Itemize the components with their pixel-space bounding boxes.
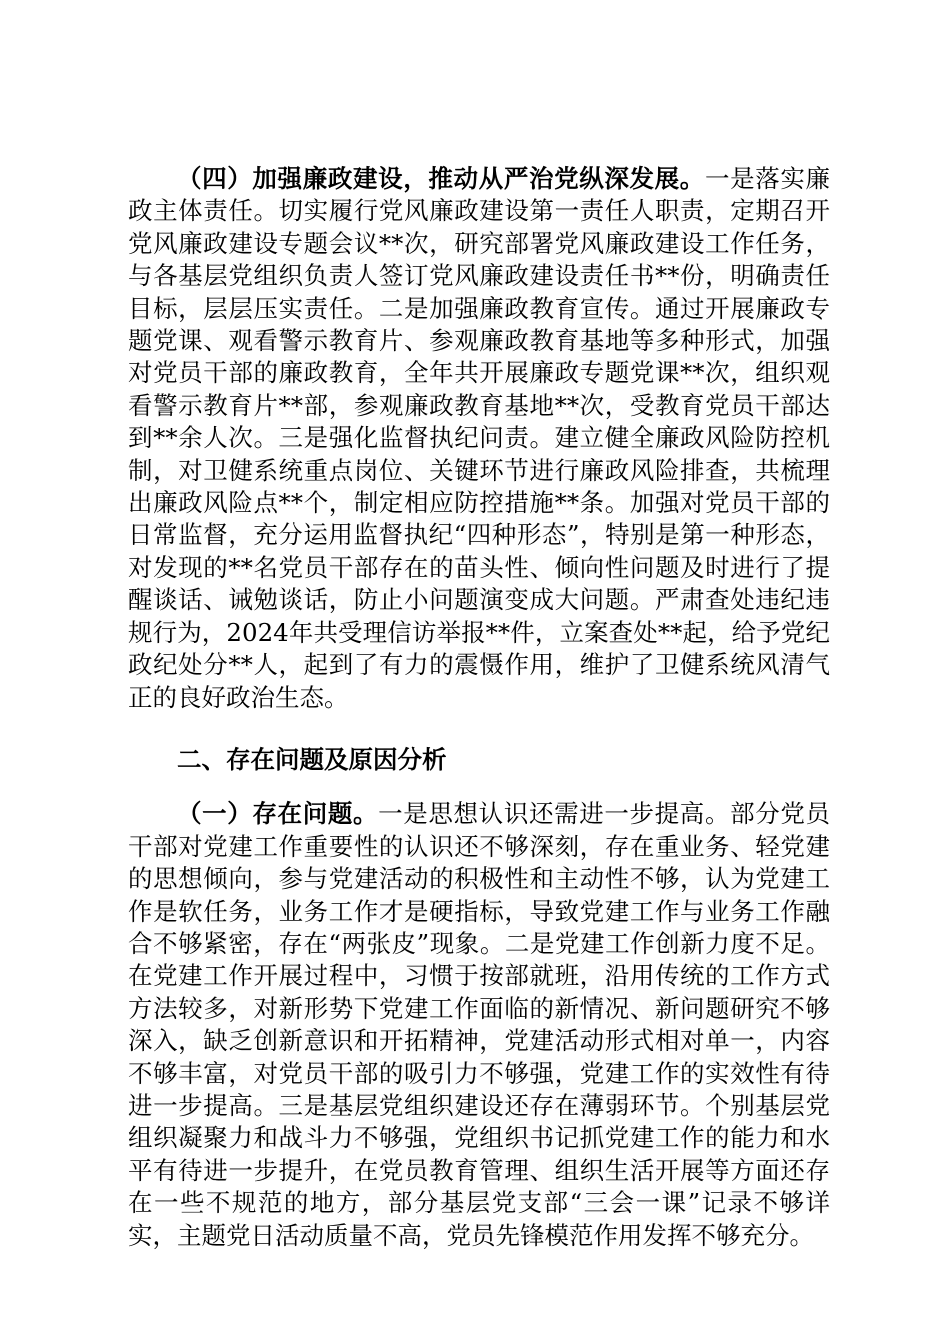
section-4-lead: （四）加强廉政建设，推动从严治党纵深发展。 <box>177 164 705 193</box>
problems-lead: （一）存在问题。 <box>177 799 379 829</box>
paragraph-problems <box>128 798 830 1252</box>
heading-problems-analysis: 二、存在问题及原因分析 <box>177 744 447 774</box>
section-4-body: 一是落实廉政主体责任。切实履行党风廉政建设第一责任人职责，定期召开党风廉政建设专题会议**次，研究部署党风廉政建设工作任务，与各基层党组织负责人签订党风廉政建设责任书**份，明确责任目标，层层压实责任。二是加强廉政教育宣传。通过开展廉政专题党课、观看警示教育片、参观廉政教育基地等多种形式，加强对党员干部的廉政教育，全年共开展廉政专题党课**次，组织观看警示教育片**部，参观廉政教育基地**次，受教育党员干部达到**余人次。三是强化监督执纪问责。建立健全廉政风险防控机制，对卫健系统重点岗位、关键环节进行廉政风险排查，共梳理出廉政风险点**个，制定相应防控措施**条。加强对党员干部的日常监督，充分运用监督执纪“四种形态”，特别是第一种形态，对发现的**名党员干部存在的苗头性、倾向性问题及时进行了提醒谈话、诫勉谈话，防止小问题演变成大问题。严肃查处违纪违规行为，2024年共受理信访举报**件，立案查处**起，给予党纪政纪处分**人，起到了有力的震慑作用，维护了卫健系统风清气正的良好政治生态。 <box>128 164 831 712</box>
paragraph-section-4 <box>128 163 830 714</box>
problems-body: 一是思想认识还需进一步提高。部分党员干部对党建工作重要性的认识还不够深刻，存在重业务、轻党建的思想倾向，参与党建活动的积极性和主动性不够，认为党建工作是软任务，业务工作才是硬指标，导致党建工作与业务工作融合不够紧密，存在“两张皮”现象。二是党建工作创新力度不足。在党建工作开展过程中，习惯于按部就班，沿用传统的工作方式方法较多，对新形势下党建工作面临的新情况、新问题研究不够深入，缺乏创新意识和开拓精神，党建活动形式相对单一，内容不够丰富，对党员干部的吸引力不够强，党建工作的实效性有待进一步提高。三是基层党组织建设还存在薄弱环节。个别基层党组织凝聚力和战斗力不够强，党组织书记抓党建工作的能力和水平有待进一步提升，在党员教育管理、组织生活开展等方面还存在一些不规范的地方，部分基层党支部“三会一课”记录不够详实，主题党日活动质量不高，党员先锋模范作用发挥不够充分。 <box>128 799 831 1250</box>
document-page <box>128 163 830 1252</box>
